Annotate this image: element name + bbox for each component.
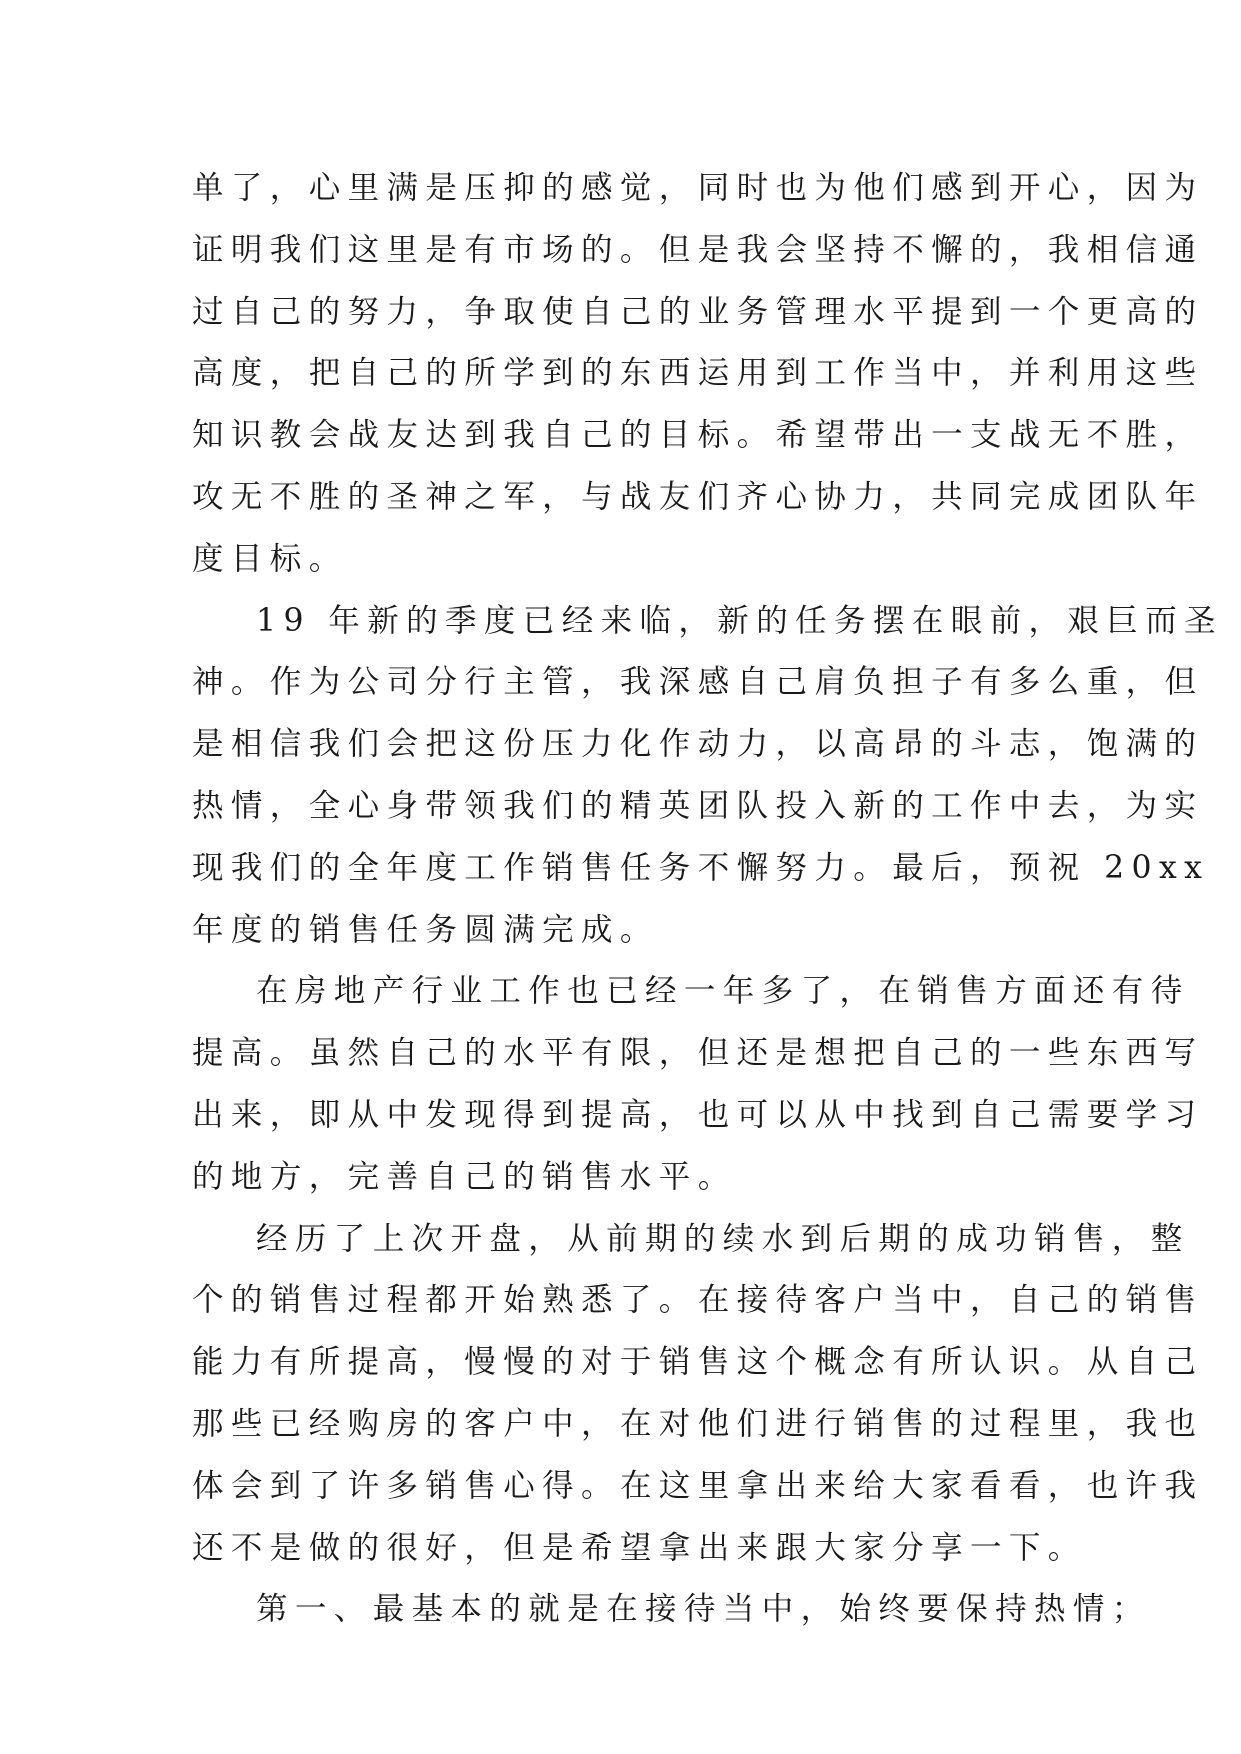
text-line: 知识教会战友达到我自己的目标。希望带出一支战无不胜， [192,417,1204,454]
text-line: 体会到了许多销售心得。在这里拿出来给大家看看，也许我 [192,1467,1204,1504]
text-line: 19 年新的季度已经来临，新的任务摆在眼前，艰巨而圣 [256,602,1223,639]
text-line: 能力有所提高，慢慢的对于销售这个概念有所认识。从自己 [192,1344,1204,1381]
text-line: 热情，全心身带领我们的精英团队投入新的工作中去，为实 [192,787,1204,824]
document-body-text [192,158,1223,1641]
text-line: 的地方，完善自己的销售水平。 [192,1158,737,1195]
text-line: 神。作为公司分行主管，我深感自己肩负担子有多么重，但 [192,664,1204,701]
text-line: 还不是做的很好，但是希望拿出来跟大家分享一下。 [192,1529,1087,1566]
text-line: 现我们的全年度工作销售任务不懈努力。最后，预祝 20xx [192,849,1210,886]
text-line: 在房地产行业工作也已经一年多了，在销售方面还有待 [256,973,1190,1010]
text-line: 个的销售过程都开始熟悉了。在接待客户当中，自己的销售 [192,1282,1204,1319]
text-line: 单了，心里满是压抑的感觉，同时也为他们感到开心，因为 [192,170,1204,206]
text-line: 那些已经购房的客户中，在对他们进行销售的过程里，我也 [192,1405,1204,1442]
text-line: 度目标。 [192,540,348,577]
text-line: 经历了上次开盘，从前期的续水到后期的成功销售，整 [256,1220,1190,1257]
text-line: 攻无不胜的圣神之军，与战友们齐心协力，共同完成团队年 [192,478,1204,515]
text-line: 出来，即从中发现得到提高，也可以从中找到自己需要学习 [192,1096,1204,1133]
text-line: 高度，把自己的所学到的东西运用到工作当中，并利用这些 [192,355,1204,392]
text-line: 第一、最基本的就是在接待当中，始终要保持热情； [256,1591,1151,1628]
text-line: 证明我们这里是有市场的。但是我会坚持不懈的，我相信通 [192,231,1204,268]
text-line: 提高。虽然自己的水平有限，但还是想把自己的一些东西写 [192,1035,1204,1072]
text-line: 是相信我们会把这份压力化作动力，以高昂的斗志，饱满的 [192,726,1204,763]
text-line: 过自己的努力，争取使自己的业务管理水平提到一个更高的 [192,293,1204,330]
text-line: 年度的销售任务圆满完成。 [192,911,659,948]
